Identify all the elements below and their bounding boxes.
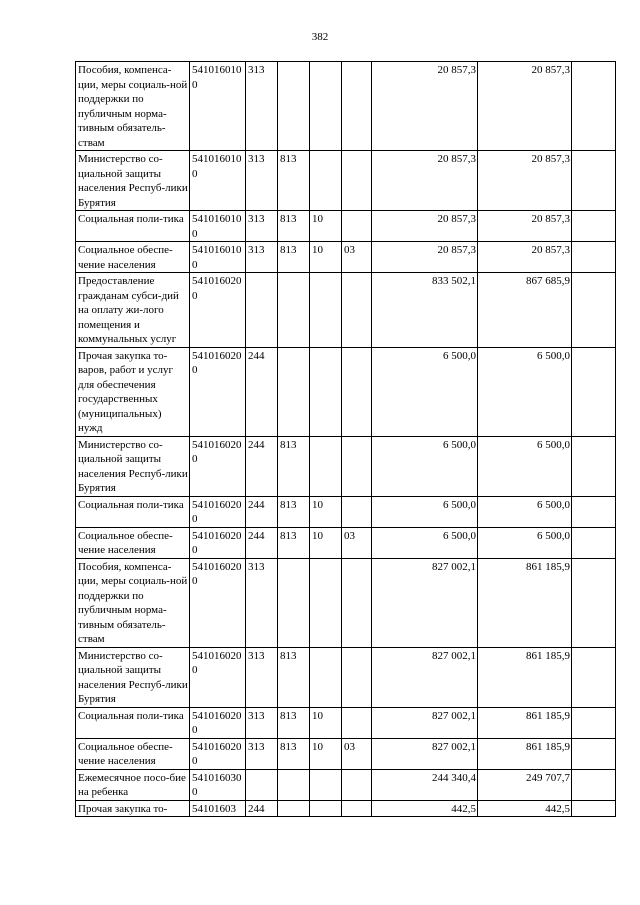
cell-empty [572,558,616,647]
cell-empty [572,707,616,738]
cell-expense-type: 313 [246,62,278,151]
cell-subsection: 03 [342,527,372,558]
cell-subsection [342,800,372,817]
cell-sum-year-2: 861 185,9 [478,647,572,707]
cell-code: 5410160200 [190,707,246,738]
budget-table [75,61,616,817]
table-row [76,800,616,817]
cell-empty [572,769,616,800]
cell-section: 10 [310,707,342,738]
cell-name: Социальное обеспе-чение населения [76,527,190,558]
cell-expense-type: 244 [246,800,278,817]
cell-ministry: 813 [278,211,310,242]
cell-name: Социальное обеспе-чение населения [76,242,190,273]
cell-sum-year-2: 20 857,3 [478,151,572,211]
cell-subsection [342,769,372,800]
cell-ministry: 813 [278,242,310,273]
cell-empty [572,273,616,348]
cell-section [310,558,342,647]
cell-sum-year-1: 20 857,3 [372,151,478,211]
cell-section [310,436,342,496]
cell-expense-type: 313 [246,707,278,738]
table-row [76,558,616,647]
cell-sum-year-2: 861 185,9 [478,738,572,769]
cell-sum-year-1: 20 857,3 [372,62,478,151]
cell-ministry [278,769,310,800]
cell-sum-year-1: 20 857,3 [372,211,478,242]
cell-code: 5410160100 [190,242,246,273]
cell-code: 5410160100 [190,151,246,211]
cell-sum-year-2: 861 185,9 [478,707,572,738]
cell-subsection: 03 [342,242,372,273]
cell-sum-year-1: 442,5 [372,800,478,817]
cell-section [310,800,342,817]
cell-section: 10 [310,496,342,527]
cell-section: 10 [310,738,342,769]
cell-section: 10 [310,527,342,558]
cell-sum-year-1: 6 500,0 [372,527,478,558]
cell-name: Социальное обеспе-чение населения [76,738,190,769]
table-row [76,527,616,558]
cell-name: Пособия, компенса-ции, меры социаль-ной поддержки по публичным норма-тивным обязатель-ствам [76,62,190,151]
cell-subsection [342,211,372,242]
cell-ministry [278,273,310,348]
cell-name: Министерство со-циальной защиты населения Респуб-лики Бурятия [76,151,190,211]
cell-expense-type: 313 [246,151,278,211]
table-row [76,738,616,769]
cell-section [310,347,342,436]
cell-empty [572,62,616,151]
cell-expense-type: 244 [246,496,278,527]
cell-ministry [278,800,310,817]
table-row [76,62,616,151]
cell-sum-year-2: 6 500,0 [478,347,572,436]
cell-section [310,151,342,211]
cell-code: 54101603 [190,800,246,817]
cell-empty [572,496,616,527]
cell-code: 5410160200 [190,496,246,527]
cell-sum-year-2: 20 857,3 [478,242,572,273]
cell-name: Ежемесячное посо-бие на ребенка [76,769,190,800]
cell-empty [572,436,616,496]
cell-name: Прочая закупка то- [76,800,190,817]
cell-section [310,62,342,151]
cell-empty [572,151,616,211]
cell-section: 10 [310,211,342,242]
cell-name: Предоставление гражданам субси-дий на оплату жи-лого помещения и коммунальных услуг [76,273,190,348]
cell-sum-year-2: 20 857,3 [478,62,572,151]
cell-subsection [342,273,372,348]
cell-subsection [342,707,372,738]
cell-code: 5410160200 [190,527,246,558]
table-row [76,769,616,800]
cell-subsection [342,496,372,527]
cell-sum-year-1: 827 002,1 [372,647,478,707]
cell-name: Пособия, компенса-ции, меры социаль-ной поддержки по публичным норма-тивным обязатель-ствам [76,558,190,647]
table-row [76,151,616,211]
cell-expense-type: 244 [246,436,278,496]
cell-ministry: 813 [278,738,310,769]
cell-ministry [278,347,310,436]
cell-sum-year-1: 827 002,1 [372,738,478,769]
table-row [76,273,616,348]
cell-sum-year-1: 827 002,1 [372,707,478,738]
cell-expense-type: 313 [246,647,278,707]
table-row [76,647,616,707]
cell-code: 5410160200 [190,738,246,769]
cell-code: 5410160200 [190,347,246,436]
cell-expense-type: 313 [246,558,278,647]
page-number: 382 [311,31,329,43]
cell-subsection [342,436,372,496]
cell-ministry: 813 [278,496,310,527]
cell-ministry: 813 [278,707,310,738]
cell-code: 5410160200 [190,273,246,348]
cell-sum-year-2: 867 685,9 [478,273,572,348]
cell-ministry [278,558,310,647]
cell-sum-year-2: 442,5 [478,800,572,817]
table-row [76,242,616,273]
cell-ministry: 813 [278,151,310,211]
cell-expense-type: 313 [246,242,278,273]
cell-section [310,769,342,800]
cell-sum-year-2: 249 707,7 [478,769,572,800]
cell-name: Прочая закупка то-варов, работ и услуг для обеспечения государственных (муниципальных) нужд [76,347,190,436]
cell-subsection [342,558,372,647]
cell-empty [572,738,616,769]
cell-ministry [278,62,310,151]
cell-sum-year-2: 6 500,0 [478,436,572,496]
cell-empty [572,347,616,436]
cell-empty [572,211,616,242]
cell-code: 5410160200 [190,436,246,496]
cell-empty [572,647,616,707]
cell-code: 5410160100 [190,211,246,242]
cell-subsection [342,151,372,211]
cell-name: Министерство со-циальной защиты населения Респуб-лики Бурятия [76,647,190,707]
cell-name: Социальная поли-тика [76,211,190,242]
cell-empty [572,527,616,558]
cell-empty [572,242,616,273]
cell-name: Министерство со-циальной защиты населения Респуб-лики Бурятия [76,436,190,496]
cell-sum-year-2: 861 185,9 [478,558,572,647]
cell-code: 5410160200 [190,647,246,707]
cell-sum-year-2: 20 857,3 [478,211,572,242]
cell-sum-year-1: 20 857,3 [372,242,478,273]
table-row [76,707,616,738]
cell-code: 5410160100 [190,62,246,151]
cell-sum-year-2: 6 500,0 [478,527,572,558]
cell-expense-type [246,769,278,800]
cell-section [310,273,342,348]
cell-ministry: 813 [278,527,310,558]
cell-section: 10 [310,242,342,273]
cell-expense-type [246,273,278,348]
cell-subsection: 03 [342,738,372,769]
cell-code: 5410160300 [190,769,246,800]
cell-subsection [342,347,372,436]
cell-expense-type: 244 [246,527,278,558]
cell-subsection [342,647,372,707]
cell-sum-year-1: 6 500,0 [372,436,478,496]
cell-expense-type: 313 [246,738,278,769]
table-row [76,496,616,527]
cell-subsection [342,62,372,151]
cell-code: 5410160200 [190,558,246,647]
cell-sum-year-2: 6 500,0 [478,496,572,527]
cell-ministry: 813 [278,647,310,707]
table-row [76,436,616,496]
budget-table-body [76,62,616,817]
cell-name: Социальная поли-тика [76,496,190,527]
table-row [76,211,616,242]
cell-empty [572,800,616,817]
cell-sum-year-1: 6 500,0 [372,496,478,527]
cell-section [310,647,342,707]
table-row [76,347,616,436]
cell-expense-type: 244 [246,347,278,436]
cell-sum-year-1: 833 502,1 [372,273,478,348]
cell-sum-year-1: 244 340,4 [372,769,478,800]
cell-name: Социальная поли-тика [76,707,190,738]
cell-expense-type: 313 [246,211,278,242]
cell-sum-year-1: 827 002,1 [372,558,478,647]
cell-ministry: 813 [278,436,310,496]
cell-sum-year-1: 6 500,0 [372,347,478,436]
